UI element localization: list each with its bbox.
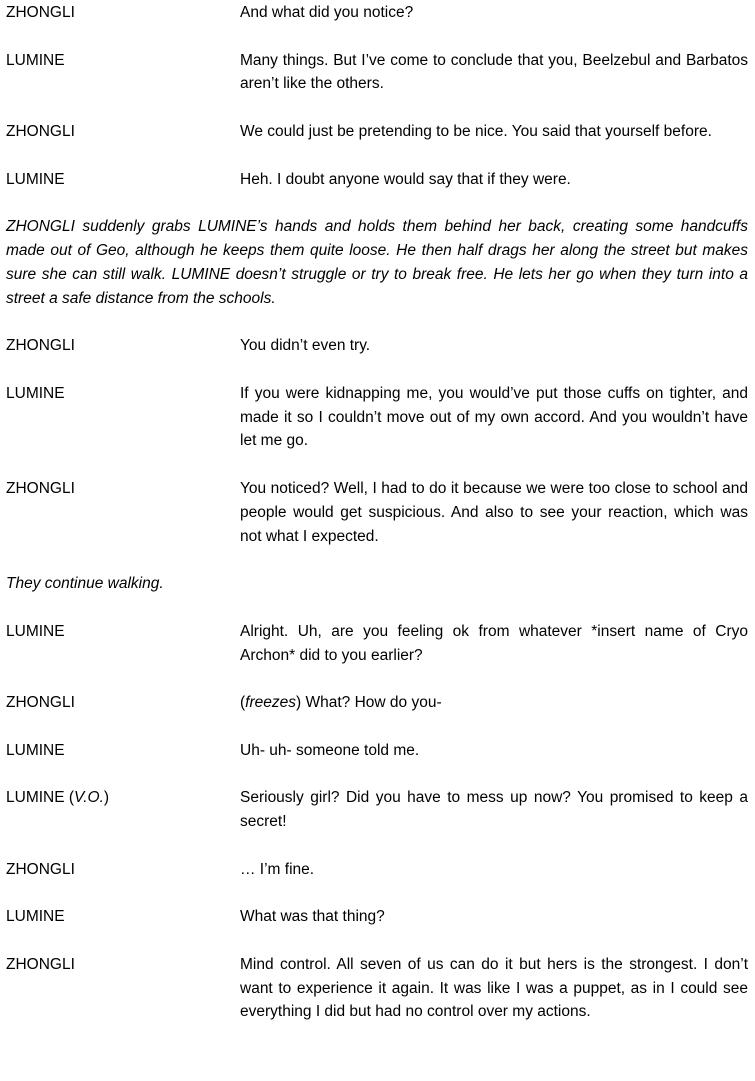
dialogue-text — [240, 334, 748, 358]
character-name — [6, 691, 240, 715]
text-segment: ZHONGLI — [6, 4, 75, 21]
character-name — [6, 334, 240, 358]
dialogue-block — [6, 382, 748, 453]
dialogue-block — [6, 786, 748, 834]
text-segment: ( — [240, 694, 246, 712]
dialogue-text — [240, 739, 748, 763]
text-segment: LUMINE ( — [6, 789, 75, 807]
dialogue-text — [240, 858, 748, 882]
dialogue-block — [6, 120, 748, 144]
dialogue-block — [6, 739, 748, 763]
character-name — [6, 49, 240, 73]
dialogue-text — [240, 691, 748, 715]
character-name — [6, 120, 240, 144]
text-segment: ZHONGLI — [6, 955, 75, 973]
dialogue-text — [240, 120, 748, 144]
text-segment: Many things. But I’ve come to conclude that you, Beelzebul and Barbatos aren’t like the others. — [240, 51, 748, 93]
character-name — [6, 382, 240, 406]
text-segment: freezes — [245, 694, 297, 712]
text-segment: ZHONGLI — [6, 694, 75, 712]
action-text — [6, 572, 748, 596]
dialogue-text — [240, 953, 748, 1024]
action-block — [6, 572, 748, 596]
text-segment: You didn’t even try. — [240, 337, 371, 355]
text-segment: Mind control. All seven of us can do it but hers is the strongest. I don’t want to experience it again. It was like I was a puppet, as in I could see everything I did but had no control over my actions. — [240, 955, 748, 1021]
character-name — [6, 1, 240, 25]
dialogue-block — [6, 334, 748, 358]
text-segment: V.O. — [74, 789, 104, 807]
action-text — [6, 215, 748, 310]
text-segment: What was that thing? — [240, 908, 385, 926]
character-name — [6, 477, 240, 501]
dialogue-text — [240, 620, 748, 668]
text-segment: And what did you notice? — [240, 4, 414, 21]
dialogue-text — [240, 1, 748, 25]
text-segment: LUMINE — [6, 908, 65, 926]
text-segment: ) What? How do you- — [296, 694, 442, 712]
dialogue-block — [6, 168, 748, 192]
text-segment: LUMINE — [6, 170, 65, 188]
text-segment: ZHONGLI suddenly grabs LUMINE’s hands and holds them behind her back, creating some handcuffs made out of Geo, although he keeps them quite loose. He then half drags her along the street but makes sure she can still walk. LUMINE doesn’t struggle or try to break free. He lets her go when they turn into a street a safe distance from the schools. — [6, 218, 748, 307]
text-segment: ZHONGLI — [6, 860, 75, 878]
text-segment: We could just be pretending to be nice. You said that yourself before. — [240, 122, 712, 140]
character-name — [6, 620, 240, 644]
text-segment: Alright. Uh, are you feeling ok from whatever *insert name of Cryo Archon* did to you earlier? — [240, 622, 748, 664]
dialogue-block — [6, 1, 748, 25]
character-name — [6, 858, 240, 882]
text-segment: ZHONGLI — [6, 337, 75, 355]
text-segment: If you were kidnapping me, you would’ve put those cuffs on tighter, and made it so I couldn’t move out of my own accord. And you wouldn’t have let me go. — [240, 384, 748, 450]
character-name — [6, 168, 240, 192]
character-name — [6, 953, 240, 977]
text-segment: Seriously girl? Did you have to mess up now? You promised to keep a secret! — [240, 789, 748, 831]
dialogue-block — [6, 953, 748, 1024]
character-name — [6, 905, 240, 929]
character-name — [6, 739, 240, 763]
dialogue-block — [6, 49, 748, 97]
character-name — [6, 786, 240, 810]
text-segment: … I’m fine. — [240, 860, 315, 878]
dialogue-block — [6, 691, 748, 715]
dialogue-text — [240, 786, 748, 834]
dialogue-text — [240, 477, 748, 548]
dialogue-block — [6, 905, 748, 929]
dialogue-block — [6, 858, 748, 882]
text-segment: You noticed? Well, I had to do it because we were too close to school and people would get suspicious. And also to see your reaction, which was not what I expected. — [240, 479, 748, 545]
dialogue-block — [6, 620, 748, 668]
text-segment: LUMINE — [6, 741, 65, 759]
text-segment: ZHONGLI — [6, 122, 75, 140]
action-block — [6, 215, 748, 310]
dialogue-text — [240, 168, 748, 192]
text-segment: Uh- uh- someone told me. — [240, 741, 420, 759]
dialogue-text — [240, 382, 748, 453]
text-segment: LUMINE — [6, 51, 65, 69]
text-segment: LUMINE — [6, 622, 65, 640]
text-segment: Heh. I doubt anyone would say that if they were. — [240, 170, 571, 188]
text-segment: LUMINE — [6, 384, 65, 402]
text-segment: ZHONGLI — [6, 479, 75, 497]
dialogue-text — [240, 905, 748, 929]
dialogue-block — [6, 477, 748, 548]
text-segment: ) — [103, 789, 110, 807]
dialogue-text — [240, 49, 748, 97]
text-segment: They continue walking. — [6, 575, 164, 593]
